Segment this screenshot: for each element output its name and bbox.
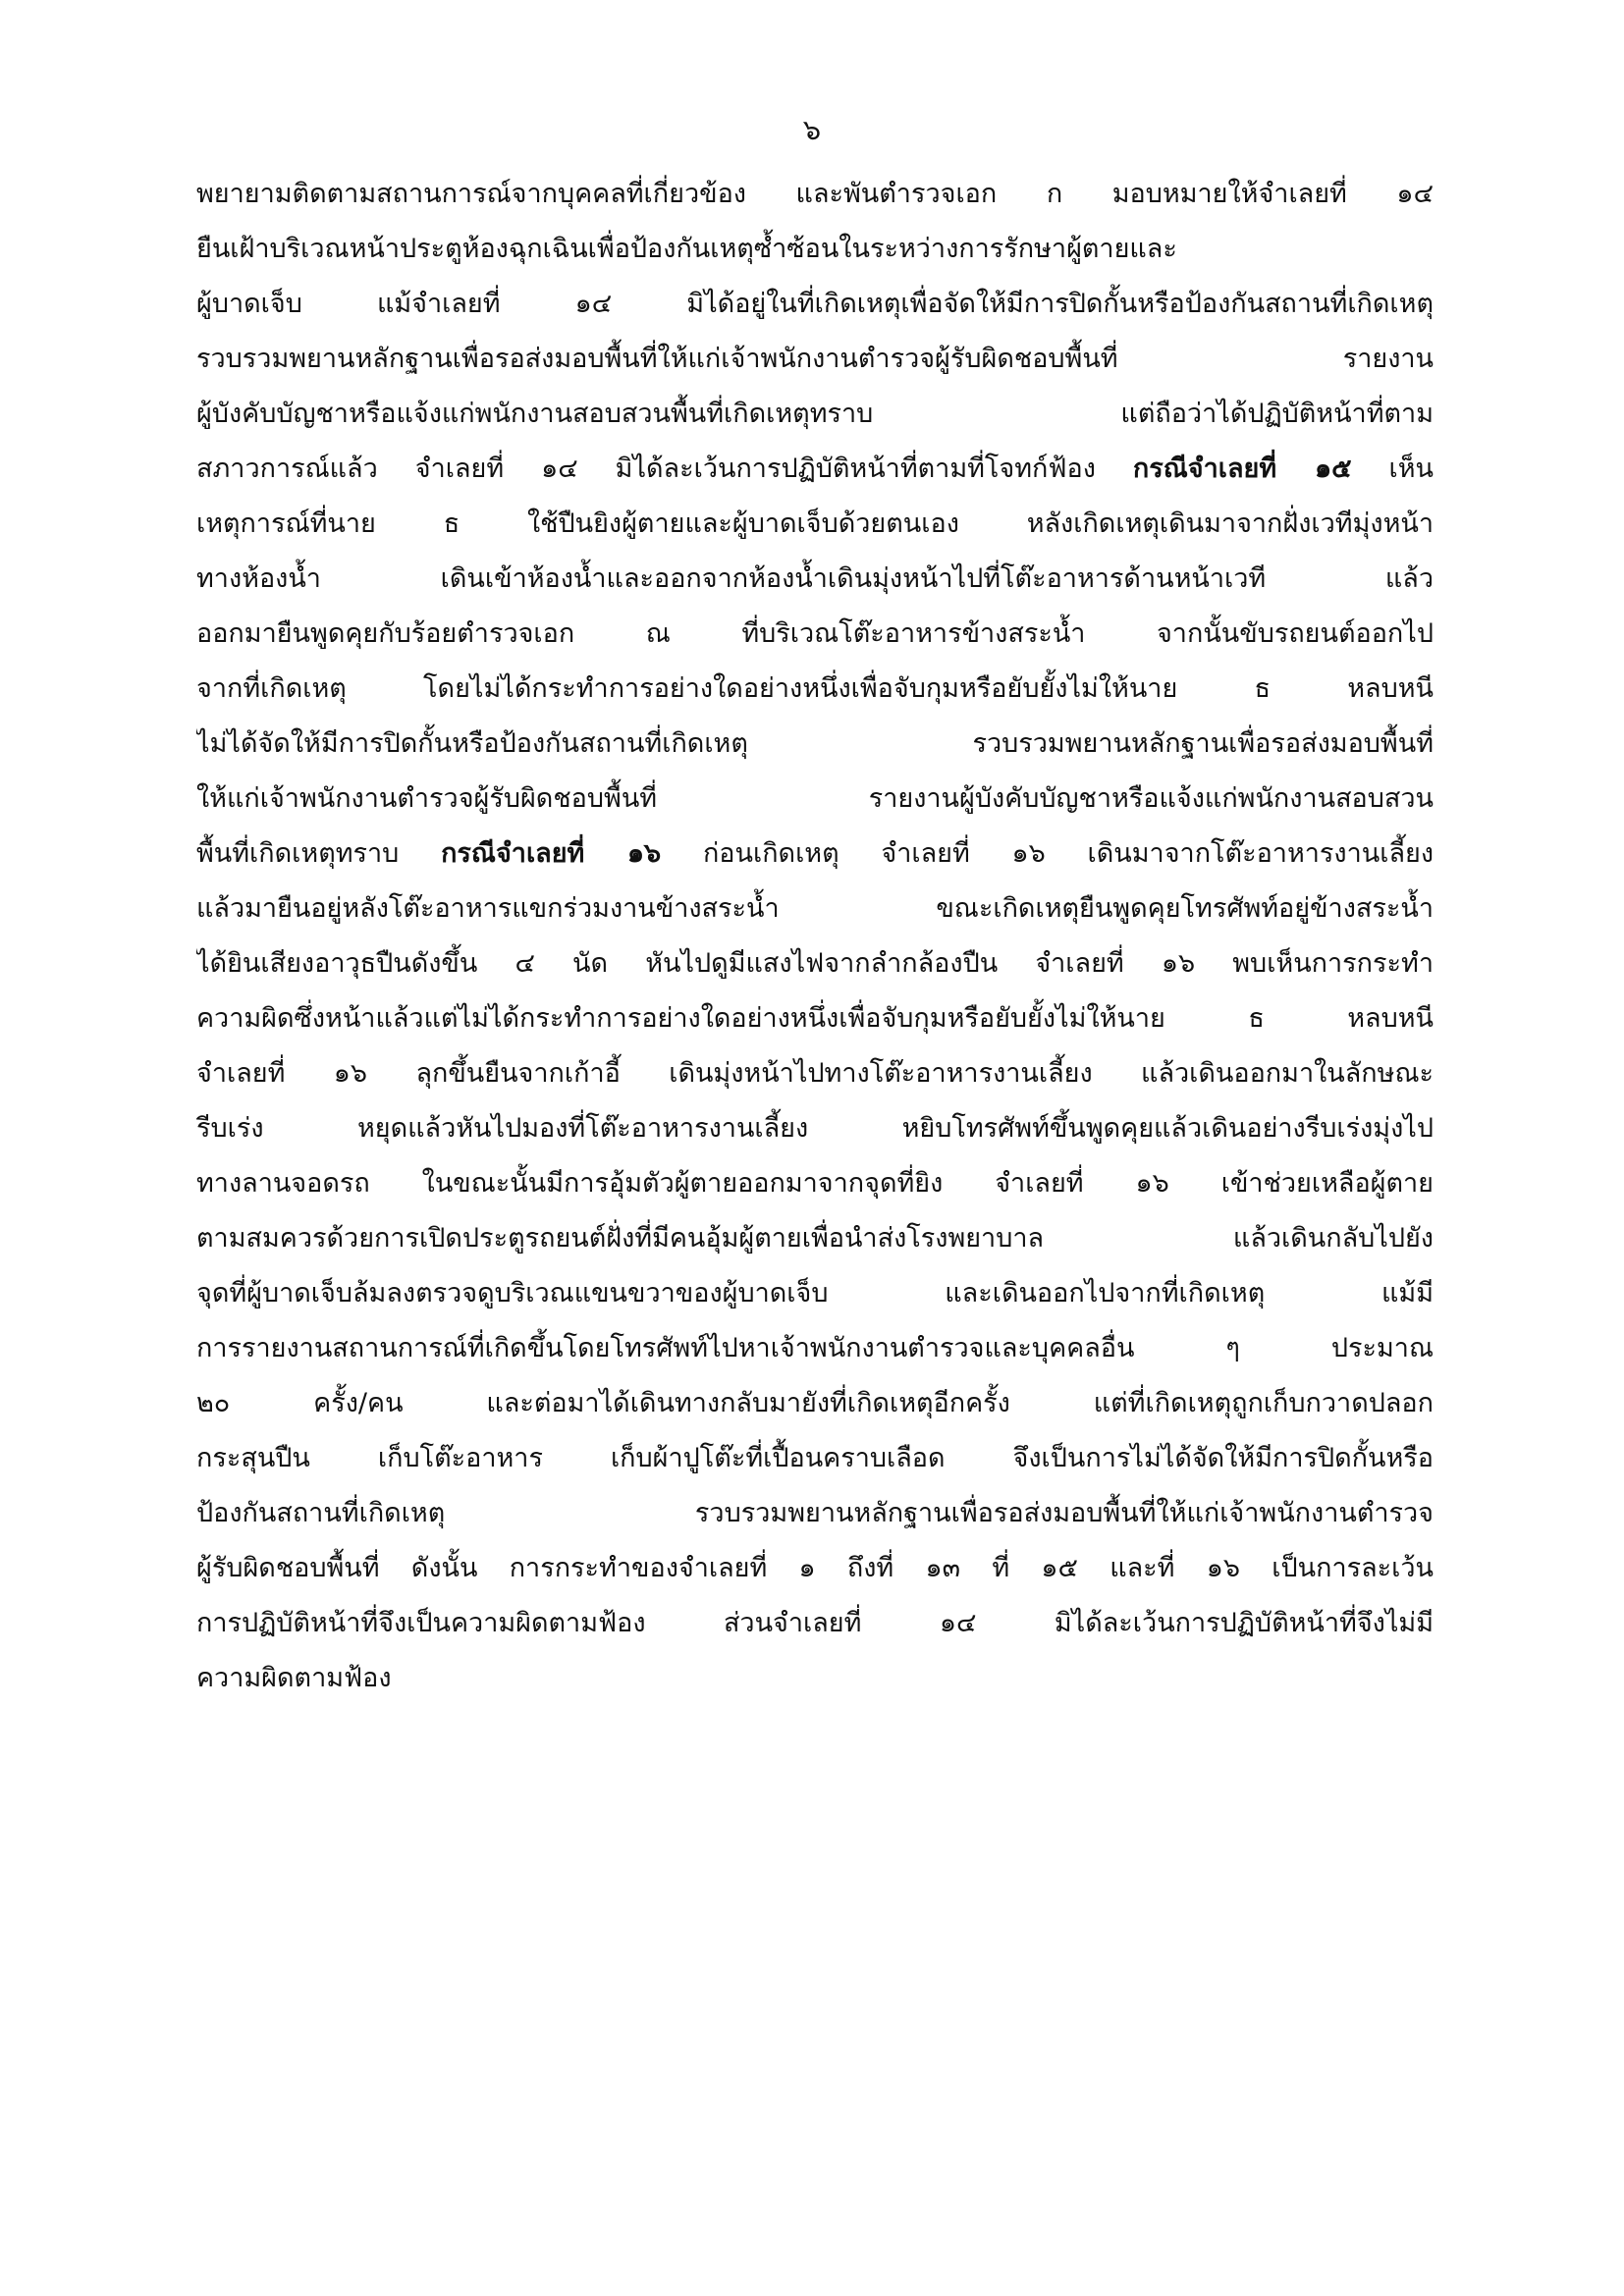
text-line bbox=[196, 442, 1434, 497]
text-line bbox=[196, 991, 1434, 1046]
line-text: ผู้บาดเจ็บ แม้จำเลยที่ ๑๔ มิได้อยู่ในที่เกิดเหตุเพื่อจัดให้มีการปิดกั้นหรือป้องกันสถานที่เกิดเหตุ bbox=[196, 289, 1434, 319]
line-text: เหตุการณ์ที่นาย ธ ใช้ปืนยิงผู้ตายและผู้บาดเจ็บด้วยตนเอง หลังเกิดเหตุเดินมาจากฝั่งเวทีมุ่งหน้า bbox=[196, 508, 1434, 539]
line-text: ผู้รับผิดชอบพื้นที่ ดังนั้น การกระทำของจำเลยที่ ๑ ถึงที่ ๑๓ ที่ ๑๕ และที่ ๑๖ เป็นการละเว้น bbox=[196, 1553, 1434, 1583]
line-text: จำเลยที่ ๑๖ ลุกขึ้นยืนจากเก้าอี้ เดินมุ่งหน้าไปทางโต๊ะอาหารงานเลี้ยง แล้วเดินออกมาในลักษณะ bbox=[196, 1058, 1434, 1089]
text-line bbox=[196, 387, 1434, 442]
text-line bbox=[196, 772, 1434, 827]
line-text: ตามสมควรด้วยการเปิดประตูรถยนต์ฝั่งที่มีคนอุ้มผู้ตายเพื่อนำส่งโรงพยาบาล แล้วเดินกลับไปยัง bbox=[196, 1223, 1434, 1254]
line-text: ยืนเฝ้าบริเวณหน้าประตูห้องฉุกเฉินเพื่อป้องกันเหตุซ้ำซ้อนในระหว่างการรักษาผู้ตายและ bbox=[196, 234, 1177, 264]
line-text: เห็น bbox=[1351, 454, 1434, 484]
text-line bbox=[196, 497, 1434, 552]
text-line bbox=[196, 1101, 1434, 1156]
line-text: ออกมายืนพูดคุยกับร้อยตำรวจเอก ณ ที่บริเวณโต๊ะอาหารข้างสระน้ำ จากนั้นขับรถยนต์ออกไป bbox=[196, 618, 1434, 649]
text-line bbox=[196, 827, 1434, 881]
line-text: ผู้บังคับบัญชาหรือแจ้งแก่พนักงานสอบสวนพื้นที่เกิดเหตุทราบ แต่ถือว่าได้ปฏิบัติหน้าที่ตาม bbox=[196, 399, 1434, 429]
body-paragraph bbox=[196, 167, 1434, 1706]
text-line bbox=[196, 936, 1434, 991]
text-line bbox=[196, 1156, 1434, 1211]
line-text: ๒๐ ครั้ง/คน และต่อมาได้เดินทางกลับมายังที่เกิดเหตุอีกครั้ง แต่ที่เกิดเหตุถูกเก็บกวาดปลอก bbox=[196, 1388, 1434, 1418]
text-line bbox=[196, 1211, 1434, 1266]
line-text: ไม่ได้จัดให้มีการปิดกั้นหรือป้องกันสถานที่เกิดเหตุ รวบรวมพยานหลักฐานเพื่อรอส่งมอบพื้นที่ bbox=[196, 728, 1434, 759]
text-line bbox=[196, 1596, 1434, 1651]
line-text: ทางลานจอดรถ ในขณะนั้นมีการอุ้มตัวผู้ตายออกมาจากจุดที่ยิง จำเลยที่ ๑๖ เข้าช่วยเหลือผู้ตาย bbox=[196, 1168, 1434, 1199]
text-line bbox=[196, 1651, 1434, 1706]
line-text: กระสุนปืน เก็บโต๊ะอาหาร เก็บผ้าปูโต๊ะที่เปื้อนคราบเลือด จึงเป็นการไม่ได้จัดให้มีการปิดกั้นหรือ bbox=[196, 1443, 1434, 1473]
text-line bbox=[196, 717, 1434, 772]
text-line bbox=[196, 1486, 1434, 1541]
text-line bbox=[196, 167, 1434, 222]
text-line bbox=[196, 1376, 1434, 1431]
line-text: แล้วมายืนอยู่หลังโต๊ะอาหารแขกร่วมงานข้างสระน้ำ ขณะเกิดเหตุยืนพูดคุยโทรศัพท์อยู่ข้างสระน้ำ bbox=[196, 893, 1434, 924]
page-number: ๖ bbox=[802, 113, 822, 146]
text-line bbox=[196, 1541, 1434, 1596]
line-text: จุดที่ผู้บาดเจ็บล้มลงตรวจดูบริเวณแขนขวาของผู้บาดเจ็บ และเดินออกไปจากที่เกิดเหตุ แม้มี bbox=[196, 1278, 1434, 1308]
line-text: ก่อนเกิดเหตุ จำเลยที่ ๑๖ เดินมาจากโต๊ะอาหารงานเลี้ยง bbox=[661, 838, 1434, 869]
line-text: การรายงานสถานการณ์ที่เกิดขึ้นโดยโทรศัพท์ไปหาเจ้าพนักงานตำรวจและบุคคลอื่น ๆ ประมาณ bbox=[196, 1333, 1434, 1363]
text-line bbox=[196, 607, 1434, 662]
bold-heading-text: กรณีจำเลยที่ ๑๖ bbox=[441, 838, 662, 869]
text-line bbox=[196, 552, 1434, 607]
line-text: การปฏิบัติหน้าที่จึงเป็นความผิดตามฟ้อง ส่วนจำเลยที่ ๑๔ มิได้ละเว้นการปฏิบัติหน้าที่จึงไม่มี bbox=[196, 1608, 1434, 1638]
line-text: พยายามติดตามสถานการณ์จากบุคคลที่เกี่ยวข้อง และพันตำรวจเอก ก มอบหมายให้จำเลยที่ ๑๔ bbox=[196, 179, 1434, 209]
text-line bbox=[196, 332, 1434, 387]
line-text: จากที่เกิดเหตุ โดยไม่ได้กระทำการอย่างใดอย่างหนึ่งเพื่อจับกุมหรือยับยั้งไม่ให้นาย ธ หลบหนี bbox=[196, 673, 1434, 704]
text-line bbox=[196, 1046, 1434, 1101]
line-text: ความผิดตามฟ้อง bbox=[196, 1663, 392, 1693]
line-text: ป้องกันสถานที่เกิดเหตุ รวบรวมพยานหลักฐานเพื่อรอส่งมอบพื้นที่ให้แก่เจ้าพนักงานตำรวจ bbox=[196, 1498, 1434, 1528]
text-line bbox=[196, 1431, 1434, 1486]
text-line bbox=[196, 1321, 1434, 1376]
line-text: พื้นที่เกิดเหตุทราบ bbox=[196, 838, 442, 869]
line-text: รวบรวมพยานหลักฐานเพื่อรอส่งมอบพื้นที่ให้แก่เจ้าพนักงานตำรวจผู้รับผิดชอบพื้นที่ รายงาน bbox=[196, 344, 1434, 374]
line-text: ทางห้องน้ำ เดินเข้าห้องน้ำและออกจากห้องน้ำเดินมุ่งหน้าไปที่โต๊ะอาหารด้านหน้าเวที แล้ว bbox=[196, 563, 1434, 594]
text-line bbox=[196, 277, 1434, 332]
text-line bbox=[196, 222, 1434, 277]
text-line bbox=[196, 1266, 1434, 1321]
line-text: ความผิดซึ่งหน้าแล้วแต่ไม่ได้กระทำการอย่างใดอย่างหนึ่งเพื่อจับกุมหรือยับยั้งไม่ให้นาย ธ หลบหนี bbox=[196, 1003, 1434, 1034]
bold-heading-text: กรณีจำเลยที่ ๑๕ bbox=[1132, 454, 1352, 484]
text-line bbox=[196, 662, 1434, 717]
text-line bbox=[196, 881, 1434, 936]
line-text: ให้แก่เจ้าพนักงานตำรวจผู้รับผิดชอบพื้นที่ รายงานผู้บังคับบัญชาหรือแจ้งแก่พนักงานสอบสวน bbox=[196, 783, 1434, 814]
line-text: สภาวการณ์แล้ว จำเลยที่ ๑๔ มิได้ละเว้นการปฏิบัติหน้าที่ตามที่โจทก์ฟ้อง bbox=[196, 454, 1133, 484]
line-text: รีบเร่ง หยุดแล้วหันไปมองที่โต๊ะอาหารงานเลี้ยง หยิบโทรศัพท์ขึ้นพูดคุยแล้วเดินอย่างรีบเร่งมุ่งไป bbox=[196, 1113, 1434, 1144]
line-text: ได้ยินเสียงอาวุธปืนดังขึ้น ๔ นัด หันไปดูมีแสงไฟจากลำกล้องปืน จำเลยที่ ๑๖ พบเห็นการกระทำ bbox=[196, 948, 1434, 979]
